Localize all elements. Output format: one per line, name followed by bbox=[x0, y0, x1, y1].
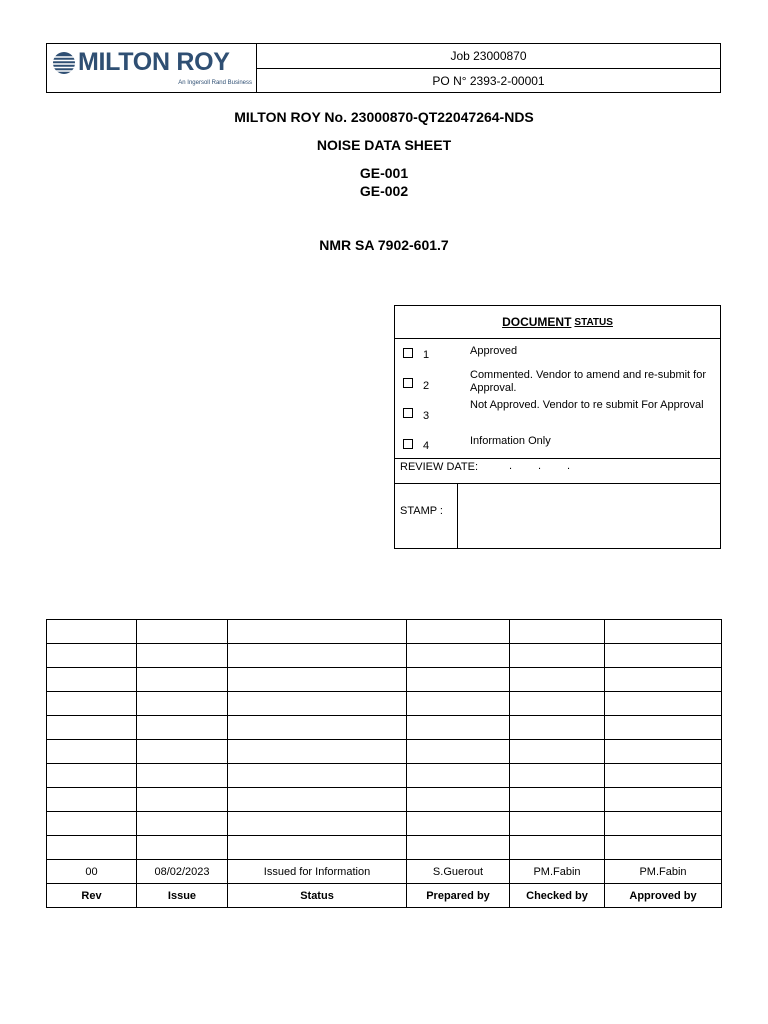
revision-row-empty bbox=[47, 620, 722, 644]
revision-row-empty bbox=[47, 644, 722, 668]
stamp-divider bbox=[457, 484, 458, 548]
reference-number: NMR SA 7902-601.7 bbox=[319, 237, 449, 253]
checked-by-cell: PM.Fabin bbox=[510, 860, 605, 884]
equipment-tag-2: GE-002 bbox=[359, 183, 409, 199]
revision-row-empty bbox=[47, 668, 722, 692]
logo-wordmark: MILTON ROY bbox=[78, 48, 230, 76]
status-checkbox-3[interactable] bbox=[403, 408, 413, 418]
review-date-label: REVIEW DATE: bbox=[400, 461, 479, 473]
status-option-label: Not Approved. Vendor to re submit For Approval bbox=[470, 399, 704, 411]
revision-row-empty bbox=[47, 788, 722, 812]
revision-row-empty bbox=[47, 692, 722, 716]
revision-row-empty bbox=[47, 812, 722, 836]
milton-roy-globe-icon bbox=[52, 51, 76, 75]
status-option-number: 4 bbox=[423, 440, 430, 452]
status-option-label: Approved bbox=[470, 345, 518, 357]
status-option-number: 2 bbox=[423, 380, 430, 392]
prepared-by-header: Prepared by bbox=[407, 884, 510, 908]
logo-tagline: An Ingersoll Rand Business bbox=[178, 80, 252, 86]
status-title-small: STATUS bbox=[574, 316, 613, 328]
review-date-row bbox=[395, 458, 720, 484]
status-option-number: 3 bbox=[423, 410, 430, 422]
equipment-tag-1: GE-001 bbox=[359, 165, 409, 181]
rev-header: Rev bbox=[47, 884, 137, 908]
job-number: Job 23000870 bbox=[257, 44, 720, 69]
document-status-box bbox=[394, 305, 721, 549]
revision-row-00 bbox=[47, 860, 722, 884]
status-cell: Issued for Information bbox=[228, 860, 407, 884]
stamp-label: STAMP : bbox=[400, 505, 443, 517]
revision-table-header-row bbox=[47, 884, 722, 908]
approved-by-header: Approved by bbox=[605, 884, 722, 908]
document-number: MILTON ROY No. 23000870-QT22047264-NDS bbox=[234, 109, 534, 125]
document-header bbox=[46, 43, 721, 93]
revision-row-empty bbox=[47, 764, 722, 788]
document-type: NOISE DATA SHEET bbox=[316, 137, 452, 153]
status-box-title bbox=[395, 306, 720, 339]
status-checkbox-1[interactable] bbox=[403, 348, 413, 358]
company-logo bbox=[47, 44, 257, 92]
approved-by-cell: PM.Fabin bbox=[605, 860, 722, 884]
status-header: Status bbox=[228, 884, 407, 908]
review-date-separator: . bbox=[538, 460, 542, 472]
revision-row-empty bbox=[47, 740, 722, 764]
status-option-label: Commented. Vendor to amend and re-submit for Approval. bbox=[470, 369, 707, 394]
po-number: PO N° 2393-2-00001 bbox=[432, 73, 545, 88]
status-option-number: 1 bbox=[423, 349, 430, 361]
prepared-by-cell: S.Guerout bbox=[407, 860, 510, 884]
revision-row-empty bbox=[47, 836, 722, 860]
checked-by-header: Checked by bbox=[510, 884, 605, 908]
status-option-label: Information Only bbox=[470, 435, 551, 447]
issue-cell: 08/02/2023 bbox=[137, 860, 228, 884]
issue-header: Issue bbox=[137, 884, 228, 908]
revision-row-empty bbox=[47, 716, 722, 740]
revision-table bbox=[46, 619, 722, 908]
status-checkbox-2[interactable] bbox=[403, 378, 413, 388]
review-date-separator: . bbox=[509, 460, 513, 472]
status-checkbox-4[interactable] bbox=[403, 439, 413, 449]
status-title-main: DOCUMENT bbox=[502, 315, 572, 329]
review-date-separator: . bbox=[567, 460, 571, 472]
rev-cell: 00 bbox=[47, 860, 137, 884]
